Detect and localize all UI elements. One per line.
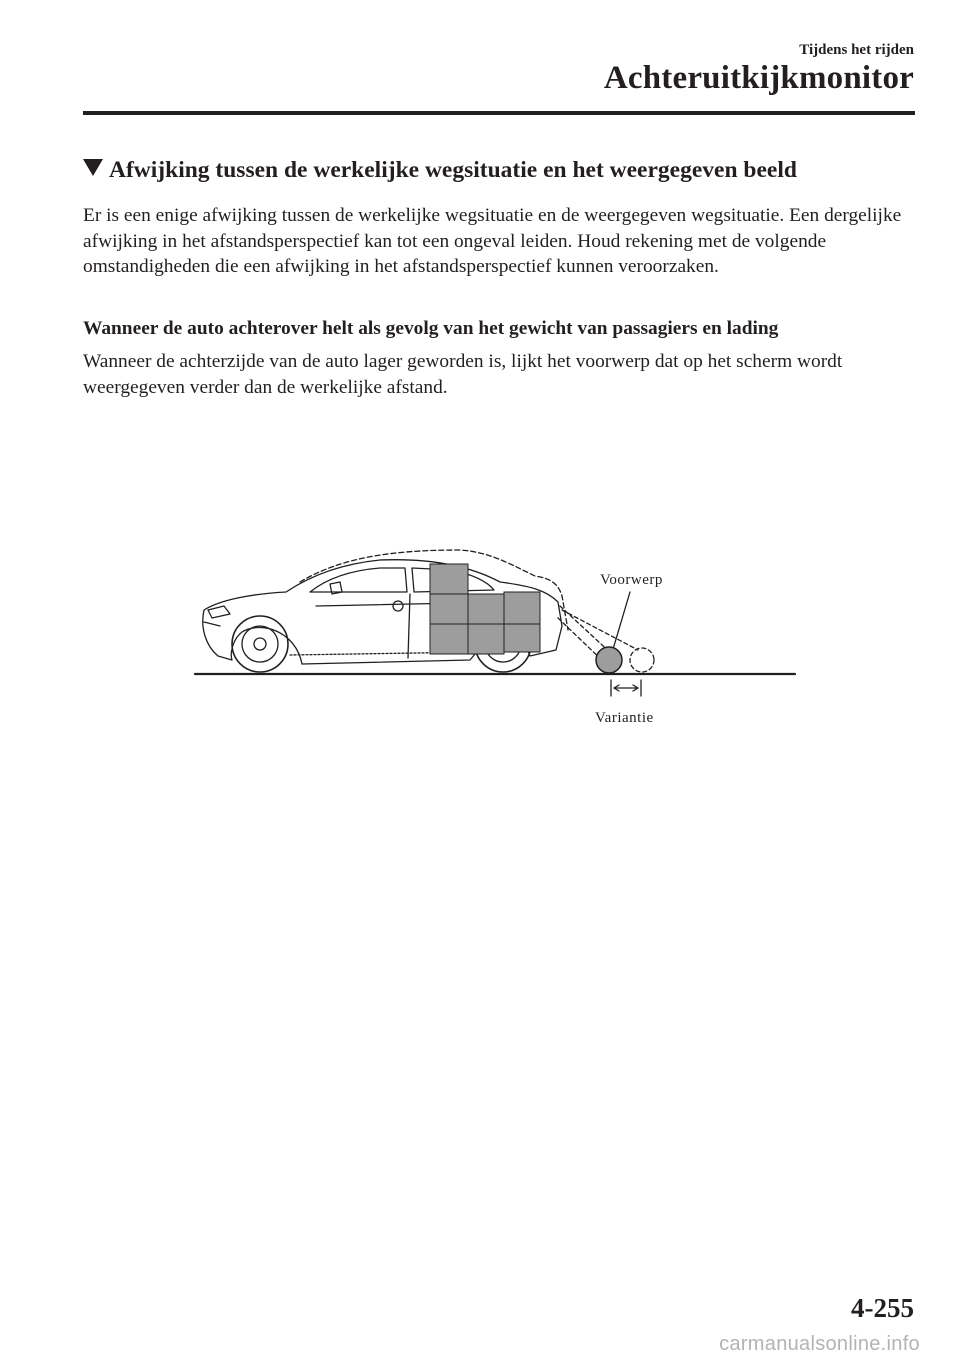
header-section-label: Tijdens het rijden: [799, 42, 914, 58]
body-paragraph: Wanneer de achterzijde van de auto lager geworden is, lijkt het voorwerp dat op het scherm wordt weergegeven verder dan de werkelijke afstand.: [83, 351, 843, 398]
variation-label: Variantie: [595, 710, 654, 726]
sub-heading: Wanneer de auto achterover helt als gevolg van het gewicht van passagiers en lading: [83, 318, 779, 339]
page-number: 4-255: [851, 1293, 914, 1323]
intro-paragraph: Er is een enige afwijking tussen de werkelijke wegsituatie en de weergegeven wegsituatie. Een dergelijke afwijking in het afstandsperspectief kan tot een ongeval leiden. Houd rekening met de volgende omstandigheden die een afwijking in het afstandsperspectief kunnen veroorzaken.: [83, 205, 902, 278]
section-heading: [83, 157, 797, 184]
car-with-rear-camera-icon: [190, 530, 810, 760]
section-heading-text: Afwijking tussen de werkelijke wegsituatie en het weergegeven beeld: [109, 157, 797, 183]
figure-car-illustration: [190, 530, 810, 760]
object-label: Voorwerp: [600, 572, 663, 588]
header-divider: [83, 111, 915, 115]
page-title: Achteruitkijkmonitor: [603, 60, 914, 96]
watermark-link[interactable]: carmanualsonline.info: [719, 1333, 920, 1355]
triangle-bullet-icon: [83, 159, 103, 176]
